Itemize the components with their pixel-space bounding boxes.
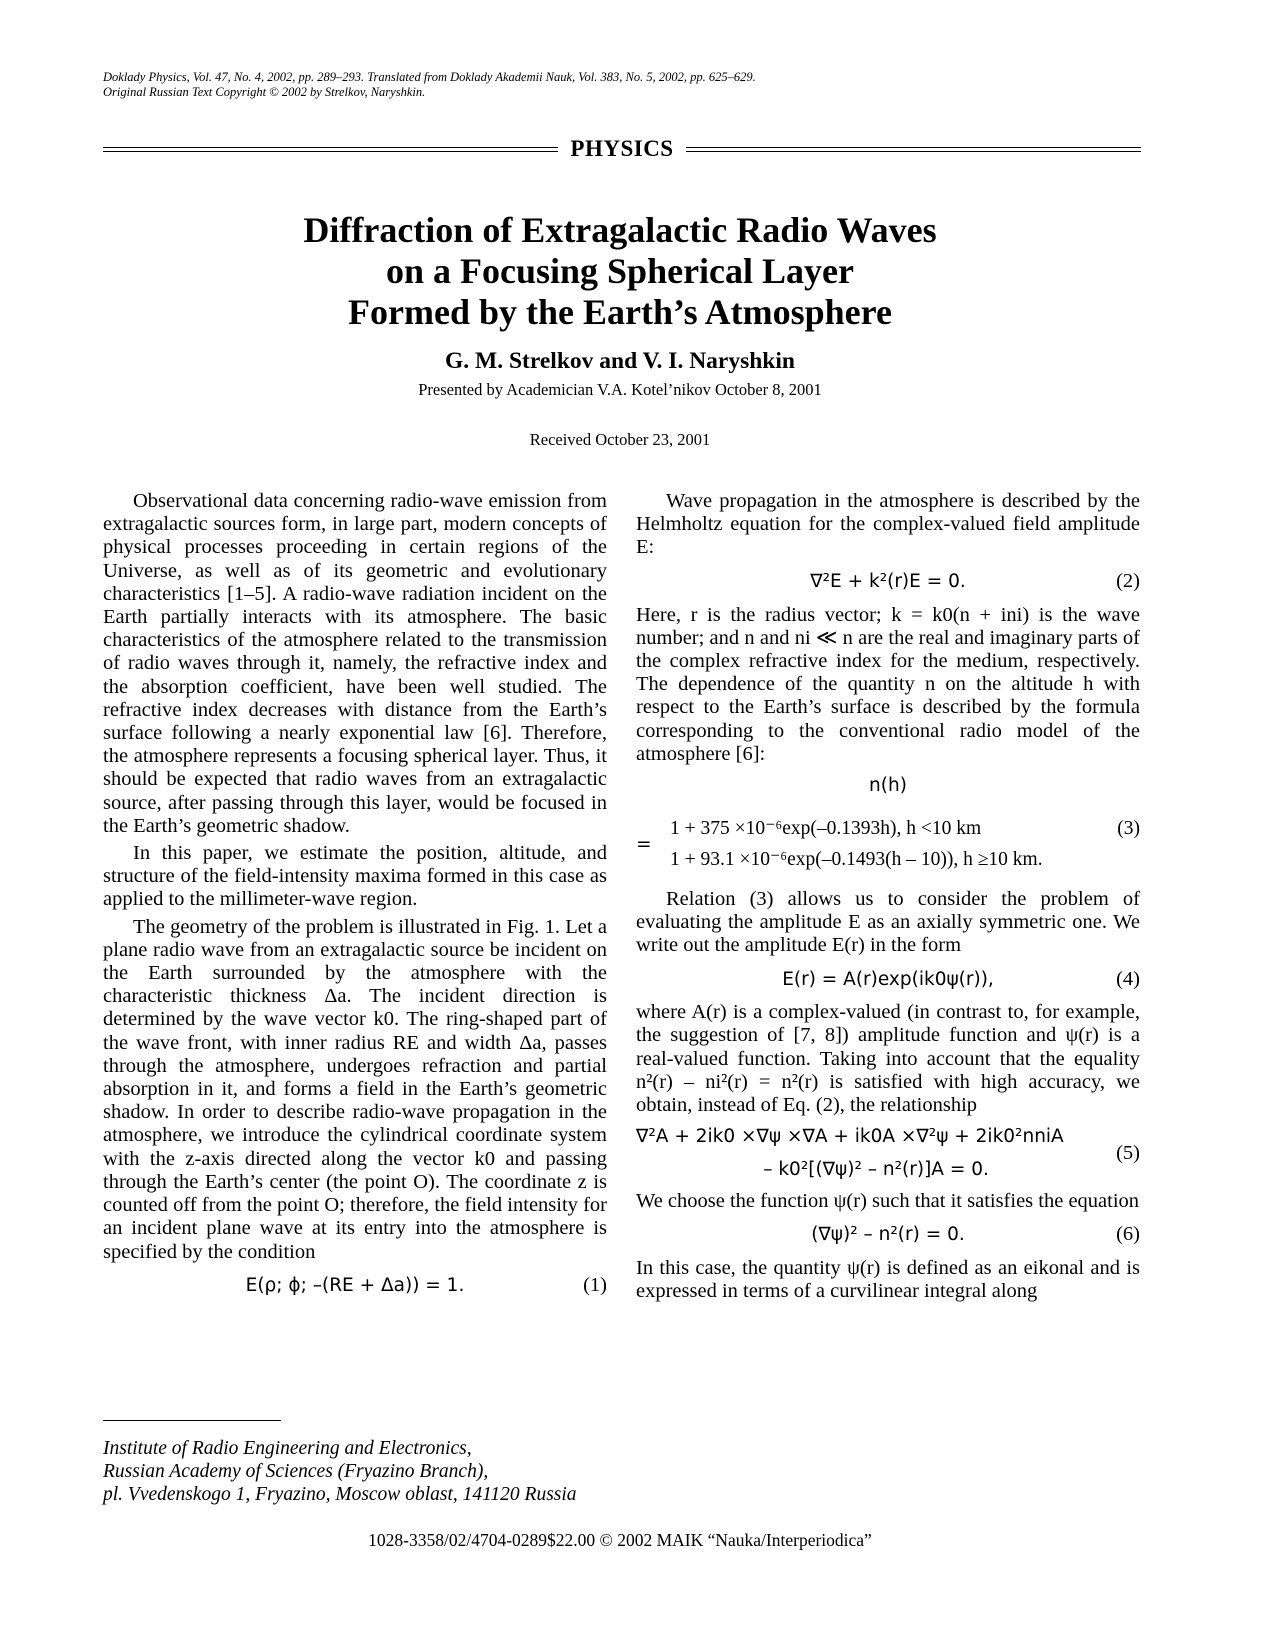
affiliation-line-2: Russian Academy of Sciences (Fryazino Branch), bbox=[103, 1461, 489, 1482]
header-meta bbox=[103, 70, 1103, 100]
right-paragraph-4: where A(r) is a complex-valued (in contrast to, for example, the suggestion of [7, 8]) amplitude function and ψ(r) is a real-valued function. Taking into account that the equality n²(r) – ni²(r) = n²(r) is satisfied with high accuracy, we obtain, instead of Eq. (2), the relationship bbox=[636, 1001, 1140, 1117]
section-rule-right bbox=[686, 147, 1141, 152]
equation-2 bbox=[636, 568, 1140, 596]
affiliation-line-1: Institute of Radio Engineering and Electronics, bbox=[103, 1438, 472, 1459]
equation-3-row-1 bbox=[670, 817, 1140, 840]
title-line-3: Formed by the Earth’s Atmosphere bbox=[348, 292, 892, 332]
title-line-2: on a Focusing Spherical Layer bbox=[385, 251, 855, 291]
section-bar bbox=[103, 134, 1141, 164]
equation-1-number: (1) bbox=[583, 1274, 607, 1297]
equation-6-body: (∇ψ)² – n²(r) = 0. bbox=[811, 1224, 965, 1246]
equation-4 bbox=[636, 965, 1140, 993]
footer-copyright: 1028-3358/02/4704-0289$22.00 © 2002 MAIK “Nauka/Interperiodica” bbox=[368, 1530, 872, 1550]
equation-2-body: ∇²E + k²(r)E = 0. bbox=[810, 571, 966, 592]
footnote-rule bbox=[103, 1420, 281, 1421]
right-paragraph-5: We choose the function ψ(r) such that it satisfies the equation bbox=[636, 1189, 1140, 1212]
right-column bbox=[636, 490, 1140, 1307]
title-line-1: Diffraction of Extragalactic Radio Waves bbox=[303, 210, 937, 250]
presented-by: Presented by Academician V.A. Kotel’nikov October 8, 2001 bbox=[418, 380, 822, 399]
equation-2-number: (2) bbox=[1116, 570, 1140, 592]
equation-5-line-2: – k0²[(∇ψ)² – n²(r)]A = 0. bbox=[763, 1159, 989, 1181]
left-paragraph-1: Observational data concerning radio-wave emission from extragalactic sources form, in large part, modern concepts of physical processes proceeding in certain regions of the Universe, as well as of its geometric and evolutionary characteristics [1–5]. A radio-wave radiation incident on the Earth partially interacts with its atmosphere. The basic characteristics of the atmosphere related to the transmission of radio waves through it, namely, the refractive index and the absorption coefficient, have been well studied. The refractive index decreases with distance from the Earth’s surface following a nearly exponential law [6]. Therefore, the atmosphere represents a focusing spherical layer. Thus, it should be expected that radio waves from an extragalactic source, after passing through this layer, would be focused in the Earth’s geometric shadow. bbox=[103, 490, 607, 837]
equation-3-number: (3) bbox=[1117, 818, 1140, 840]
equation-6 bbox=[636, 1221, 1140, 1249]
equation-4-number: (4) bbox=[1116, 967, 1140, 990]
left-column bbox=[103, 490, 607, 1308]
equation-3-case-2: 1 + 93.1 ×10⁻⁶exp(–0.1493(h – 10)), h ≥10 km. bbox=[670, 849, 1043, 871]
equation-3-equals: = bbox=[636, 833, 652, 855]
paper-title bbox=[0, 210, 1240, 333]
equation-1-body: E(ρ; ϕ; –(RE + Δa)) = 1. bbox=[245, 1275, 465, 1297]
right-paragraph-3: Relation (3) allows us to consider the problem of evaluating the amplitude E as an axially symmetric one. We write out the amplitude E(r) in the form bbox=[636, 887, 1140, 957]
equation-3-cases bbox=[636, 809, 1140, 879]
equation-3 bbox=[636, 774, 1140, 880]
equation-1 bbox=[103, 1272, 607, 1300]
equation-5 bbox=[636, 1125, 1140, 1181]
left-paragraph-3: The geometry of the problem is illustrated in Fig. 1. Let a plane radio wave from an extragalactic source be incident on the Earth surrounded by the atmosphere with the characteristic thickness Δa. The incident direction is determined by the wave vector k0. The ring-shaped part of the wave front, with inner radius RE and width Δa, passes through the atmosphere, undergoes refraction and partial absorption in it, and forms a field in the Earth’s geometric shadow. In order to describe radio-wave propagation in the atmosphere, we introduce the cylindrical coordinate system with the z-axis directed along the vector k0 and passing through the Earth’s center (the point O). The coordinate z is counted off from the point O; therefore, the field intensity for an incident plane wave at its entry into the atmosphere is specified by the condition bbox=[103, 915, 607, 1263]
left-paragraph-2: In this paper, we estimate the position, altitude, and structure of the field-intensity maxima formed in this case as applied to the millimeter-wave region. bbox=[103, 842, 607, 911]
equation-4-body: E(r) = A(r)exp(ik0ψ(r)), bbox=[782, 968, 994, 990]
right-paragraph-2: Here, r is the radius vector; k = k0(n + ini) is the wave number; and n and ni ≪ n are the real and imaginary parts of the complex refractive index for the medium, respectively. The dependence of the quantity n on the altitude h with respect to the Earth’s surface is described by the formula corresponding to the conventional radio model of the atmosphere [6]: bbox=[636, 603, 1140, 765]
equation-5-line-1: ∇²A + 2ik0 ×∇ψ ×∇A + ik0A ×∇²ψ + 2ik0²nniA bbox=[636, 1126, 1064, 1148]
equation-3-row-2 bbox=[670, 848, 1140, 871]
affiliation-line-3: pl. Vvedenskogo 1, Fryazino, Moscow oblast, 141120 Russia bbox=[103, 1484, 577, 1505]
affiliation bbox=[103, 1437, 623, 1506]
right-paragraph-6: In this case, the quantity ψ(r) is defined as an eikonal and is expressed in terms of a curvilinear integral along bbox=[636, 1256, 1140, 1303]
equation-3-lines bbox=[670, 809, 1140, 879]
section-label: PHYSICS bbox=[570, 136, 674, 161]
authors: G. M. Strelkov and V. I. Naryshkin bbox=[445, 348, 795, 374]
equation-5-lines bbox=[636, 1125, 1116, 1181]
equation-3-lhs: n(h) bbox=[869, 775, 907, 797]
copyright-line: Original Russian Text Copyright © 2002 by Strelkov, Naryshkin. bbox=[103, 85, 426, 99]
citation-line: Doklady Physics, Vol. 47, No. 4, 2002, pp. 289–293. Translated from Doklady Akademii Nauk, Vol. 383, No. 5, 2002, pp. 625–629. bbox=[103, 70, 756, 84]
equation-3-case-1: 1 + 375 ×10⁻⁶exp(–0.1393h), h <10 km bbox=[670, 818, 982, 840]
equation-6-number: (6) bbox=[1116, 1223, 1140, 1246]
right-paragraph-1: Wave propagation in the atmosphere is described by the Helmholtz equation for the complex-valued field amplitude E: bbox=[636, 490, 1140, 559]
received-date: Received October 23, 2001 bbox=[529, 430, 711, 449]
equation-5-number: (5) bbox=[1116, 1141, 1140, 1164]
section-rule-left bbox=[103, 147, 558, 152]
